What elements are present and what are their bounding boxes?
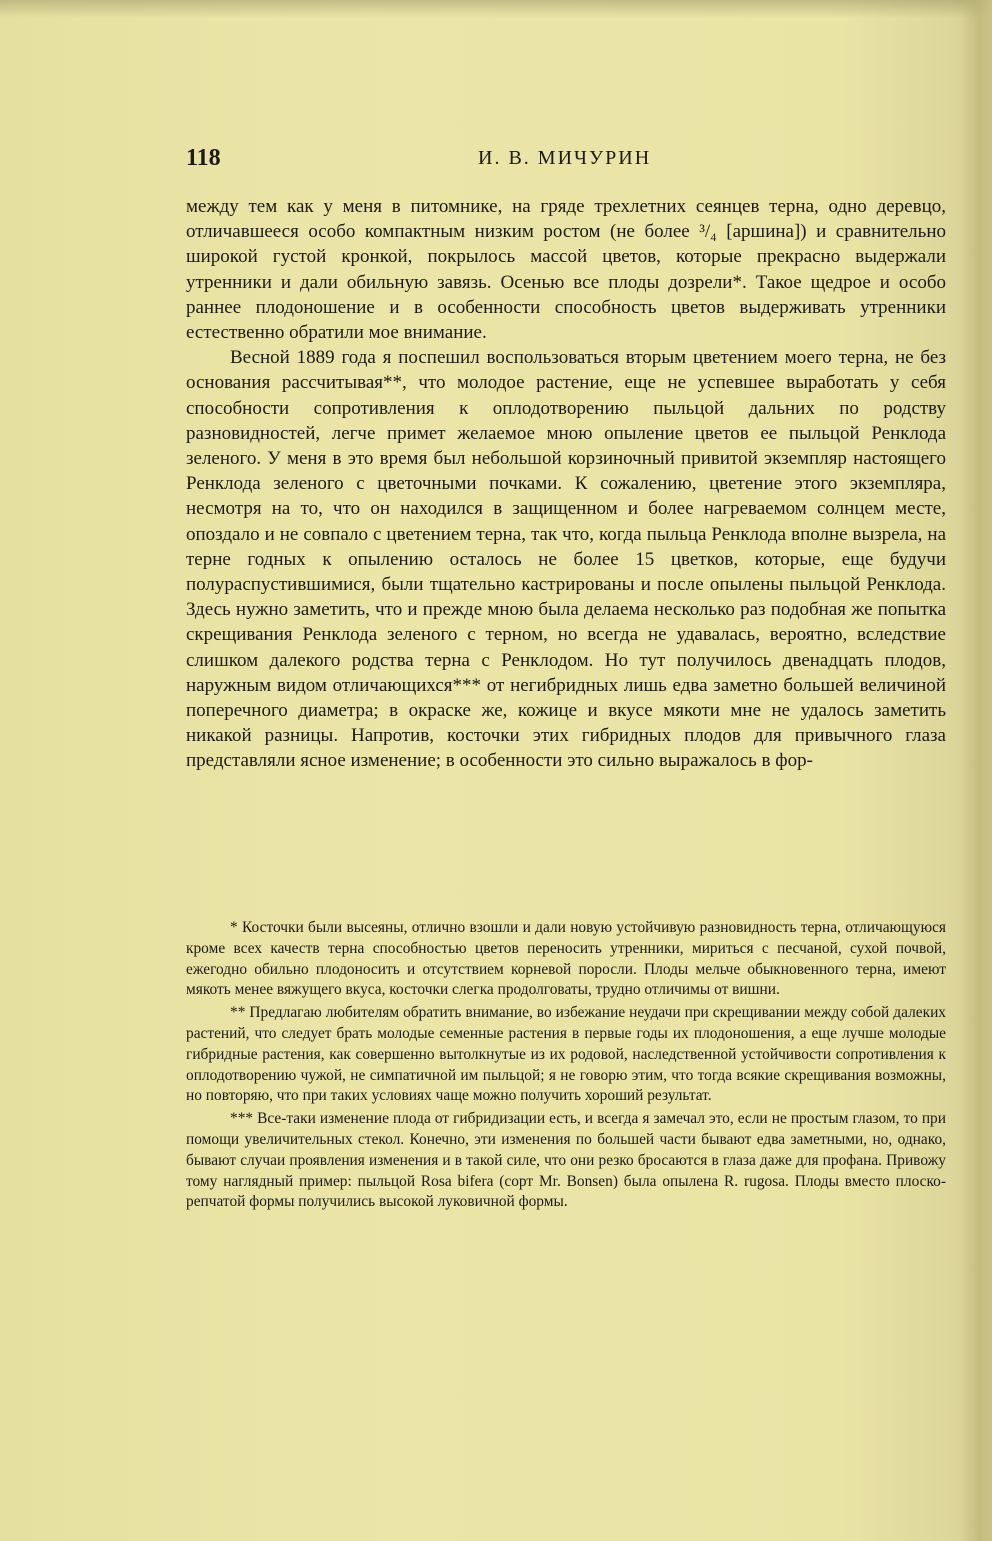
- footnote-1: * Косточки были высеяны, отлично взошли и дали новую устойчивую разновидность терна, отличающуюся кроме всех качеств терна способностью цветов переносить утренники, мириться с песчаной, сухой почвой, ежегодно обильно плодоносить и отсутствием корневой поросли. Плоды мельче обыкновенного терна, имеют мякоть менее вяжущего вкуса, косточки слегка продолговаты, трудно отличимы от вишни.: [186, 919, 946, 999]
- paragraph-2: Весной 1889 года я поспешил воспользоваться вторым цветением моего терна, не без основания рассчитывая**, что молодое растение, еще не успевшее выработать у себя способности сопротивления к оплодотворению пыльцой дальних по родству разновидностей, легче примет желаемое мною опыление цветов ее пыльцой Ренклода зеленого. У меня в это время был небольшой корзиночный привитой экземпляр настоящего Ренклода зеленого с цветочными почками. К сожалению, цветение этого экземпляра, несмотря на то, что он находился в защищенном и более нагреваемом солнцем месте, опоздало и не совпало с цветением терна, так что, когда пыльца Ренклода вполне вызрела, на терне годных к опылению осталось не более 15 цветков, которые, еще будучи полураспустившимися, были тщательно кастрированы и после опылены пыльцой Ренклода. Здесь нужно заметить, что и прежде мною была делаема несколько раз подобная же попытка скрещивания Ренклода зеленого с терном, но всегда не удавалась, вероятно, вследствие слишком далекого родства терна с Ренклодом. Но тут получилось двенадцать плодов, наружным видом отличающихся*** от негибридных лишь едва заметно большей величиной поперечного диаметра; в окраске же, кожице и вкусе мякоти мне не удалось заметить никакой разницы. Напротив, косточки этих гибридных плодов для привычного глаза представляли ясное изменение; в особенности это сильно выражалось в фор-: [186, 347, 946, 772]
- footnotes: [186, 918, 946, 1215]
- scan-top-shadow: [0, 0, 992, 18]
- page-header: [186, 145, 946, 175]
- page-number: 118: [186, 145, 221, 171]
- running-head: И. В. МИЧУРИН: [478, 147, 652, 169]
- page-edge-shadow: [960, 0, 992, 1541]
- paragraph-1: между тем как у меня в питомнике, на гряде трехлетних сеянцев терна, одно деревцо, отличавшееся особо компактным низким ростом (не более ³/₄ [аршина]) и сравнительно широкой густой кронкой, покрылось массой цветов, которые прекрасно выдержали утренники и дали обильную завязь. Осенью все плоды дозрели*. Такое щедрое и особо раннее плодоношение и в особенности способность цветов выдерживать утренники естественно обратили мое внимание.: [186, 196, 946, 344]
- footnote-2: ** Предлагаю любителям обратить внимание, во избежание неудачи при скрещивании между собой далеких растений, что следует брать молодые семенные растения в первые годы их плодоношения, а еще лучше молодые гибридные растения, как совершенно вытолкнутые из их родовой, наследственной устойчивости сопротивления к оплодотворению чужой, не симпатичной им пыльцой; я не говорю этим, что тогда всякие скрещивания возможны, но повторяю, что при таких условиях чаще можно получить хороший результат.: [186, 1004, 946, 1105]
- footnote-3: *** Все-таки изменение плода от гибридизации есть, и всегда я замечал это, если не простым глазом, то при помощи увеличительных стекол. Конечно, эти изменения по большей части бывают едва заметными, но, однако, бывают случаи проявления изменения и в такой силе, что они резко бросаются в глаза даже для профана. Привожу тому наглядный пример: пыльцой Rosa bifera (сорт Mr. Bonsen) была опылена R. rugosa. Плоды вместо плоско-репчатой формы получились высокой луковичной формы.: [186, 1110, 946, 1211]
- main-text: [186, 194, 946, 774]
